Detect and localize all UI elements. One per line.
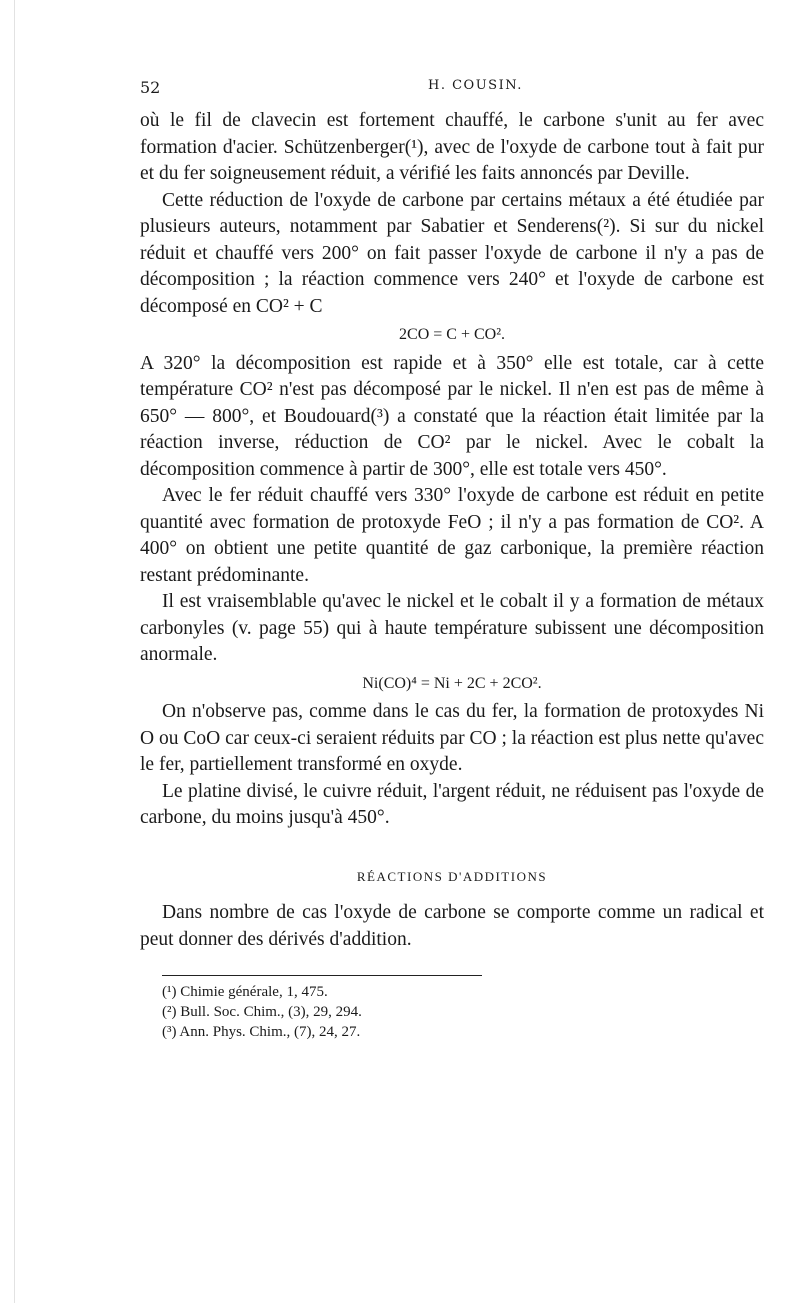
book-page [140, 78, 764, 1042]
section-heading: RÉACTIONS D'ADDITIONS [356, 868, 548, 884]
equation-1: 2CO = C + CO². [399, 326, 505, 343]
running-title: H. COUSIN. [428, 78, 523, 93]
footnotes [162, 982, 764, 1042]
page-header [140, 78, 764, 104]
paragraph-6: On n'observe pas, comme dans le cas du fer, la formation de protoxydes Ni O ou CoO car ceux-ci seraient réduits par CO ; la réaction est plus nette qu'avec le fer, partiellement transformé en oxyde. [140, 701, 764, 775]
page-number: 52 [140, 78, 161, 97]
main-text [140, 108, 764, 953]
paragraph-7: Le platine divisé, le cuivre réduit, l'argent réduit, ne réduisent pas l'oxyde de carbone, du moins jusqu'à 450°. [140, 780, 764, 828]
footnote-2: (²) Bull. Soc. Chim., (3), 29, 294. [162, 1004, 362, 1020]
section-paragraph-1: Dans nombre de cas l'oxyde de carbone se comporte comme un radical et peut donner des dérivés d'addition. [140, 902, 764, 950]
paragraph-2: Cette réduction de l'oxyde de carbone par certains métaux a été étudiée par plusieurs auteurs, notamment par Sabatier et Senderens(²). Si sur du nickel réduit et chauffé vers 200° on fait passer l'oxyde de carbone il n'y a pas de décomposition ; la réaction commence vers 240° et l'oxyde de carbone est décomposé en CO² + C [140, 189, 764, 317]
paragraph-5: Il est vraisemblable qu'avec le nickel et le cobalt il y a formation de métaux carbonyles (v. page 55) qui à haute température subissent une décomposition anormale. [140, 591, 764, 665]
paragraph-4: Avec le fer réduit chauffé vers 330° l'oxyde de carbone est réduit en petite quantité avec formation de protoxyde FeO ; il n'y a pas formation de CO². A 400° on obtient une petite quantité de gaz carbonique, la première réaction restant prédominante. [140, 485, 764, 586]
paragraph-3: A 320° la décomposition est rapide et à 350° elle est totale, car à cette température CO² n'est pas décomposé par le nickel. Il n'en est pas de même à 650° — 800°, et Boudouard(³) a constaté que la réaction était limitée par la réaction inverse, réduction de CO² par le nickel. Avec le cobalt la décomposition commence à partir de 300°, elle est totale vers 450°. [140, 352, 764, 480]
footnote-1: (¹) Chimie générale, 1, 475. [162, 984, 328, 1000]
scan-edge-line [14, 0, 15, 1303]
equation-2: Ni(CO)⁴ = Ni + 2C + 2CO². [362, 674, 542, 692]
footnote-3: (³) Ann. Phys. Chim., (7), 24, 27. [162, 1024, 361, 1040]
paragraph-1: où le fil de clavecin est fortement chauffé, le carbone s'unit au fer avec formation d'acier. Schützenberger(¹), avec de l'oxyde de carbone tout à fait pur et du fer soigneusement réduit, a vérifié les faits annoncés par Deville. [140, 110, 764, 184]
footnote-divider [162, 975, 482, 976]
